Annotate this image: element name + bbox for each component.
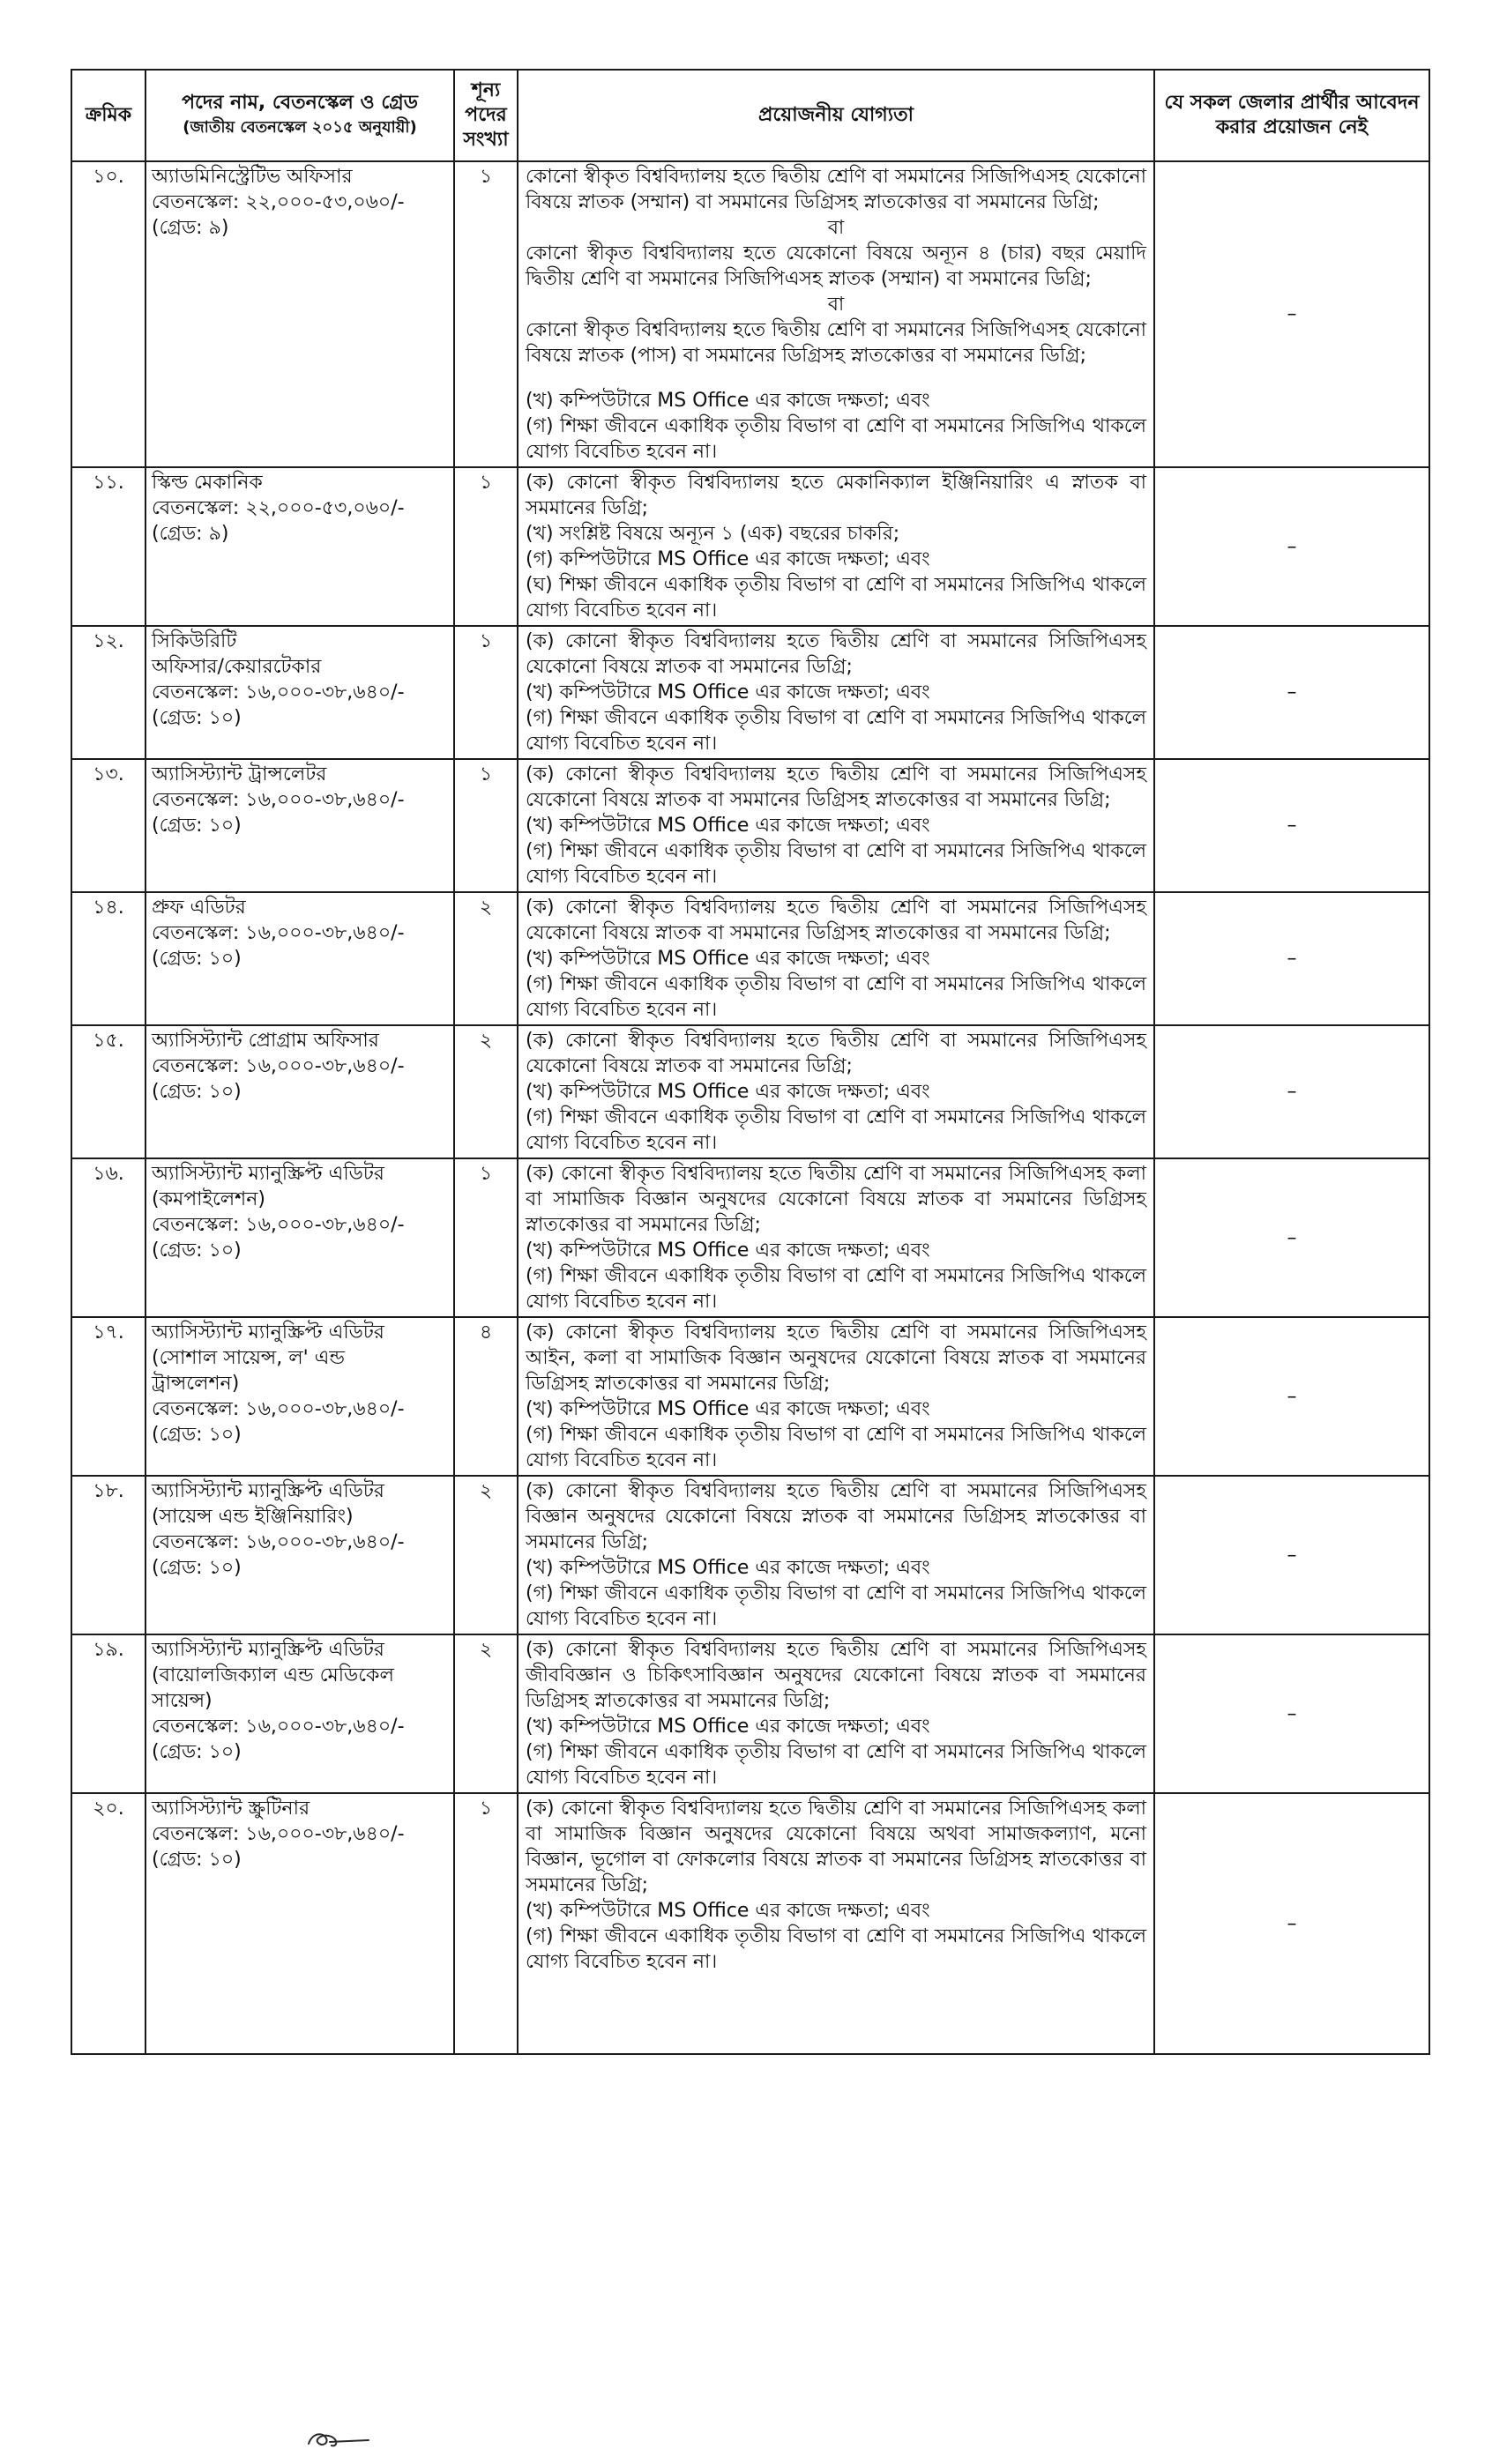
qualification-line: (গ) শিক্ষা জীবনে একাধিক তৃতীয় বিভাগ বা শ্রেণি বা সমমানের সিজিপিএ থাকলে যোগ্য বিবেচিত হবেন না। <box>526 415 1146 463</box>
qualification-line: (ক) কোনো স্বীকৃত বিশ্ববিদ্যালয় হতে দ্বিতীয় শ্রেণি বা সমমানের সিজিপিএসহ জীববিজ্ঞান ও চিকিৎসাবিজ্ঞান অনুষদের যেকোনো বিষয়ে স্নাতক বা সমমানের ডিগ্রিসহ স্নাতকোত্তর বা সমমানের ডিগ্রি; <box>526 1639 1146 1712</box>
qualification-line: (খ) কম্পিউটারে MS Office এর কাজে দক্ষতা; এবং <box>526 681 930 703</box>
qualification-cell <box>518 1634 1154 1793</box>
post-cell <box>145 626 454 759</box>
serial-cell: ১৭. <box>71 1317 145 1476</box>
vacancy-cell: ২ <box>454 892 518 1025</box>
post-line: (গ্রেড: ১০) <box>152 1239 242 1262</box>
vacancy-table <box>71 69 1430 2055</box>
district-cell: – <box>1154 1158 1429 1317</box>
post-line: অ্যাসিস্ট্যান্ট ম্যানুস্ক্রিপ্ট এডিটর <box>152 1321 384 1344</box>
post-line: (বায়োলজিক্যাল এন্ড মেডিকেল <box>152 1664 394 1686</box>
serial-cell: ১০. <box>71 161 145 467</box>
post-cell <box>145 1793 454 2054</box>
post-line: (গ্রেড: ১০) <box>152 815 242 837</box>
post-line: (গ্রেড: ১০) <box>152 948 242 970</box>
vacancy-cell: ২ <box>454 1025 518 1158</box>
table-row <box>71 1793 1429 2054</box>
post-line: অ্যাসিস্ট্যান্ট ম্যানুস্ক্রিপ্ট এডিটর <box>152 1639 384 1661</box>
district-cell: – <box>1154 1634 1429 1793</box>
qualification-line: (ক) কোনো স্বীকৃত বিশ্ববিদ্যালয় হতে দ্বিতীয় শ্রেণি বা সমমানের সিজিপিএসহ আইন, কলা বা সামাজিক বিজ্ঞান অনুষদের যেকোনো বিষয়ে স্নাতক বা সমমানের ডিগ্রিসহ স্নাতকোত্তর বা সমমানের ডিগ্রি; <box>526 1321 1146 1395</box>
district-cell: – <box>1154 1476 1429 1634</box>
post-line: বেতনস্কেল: ১৬,০০০-৩৮,৬৪০/- <box>152 1398 405 1420</box>
post-cell <box>145 467 454 626</box>
qualification-cell <box>518 1476 1154 1634</box>
qualification-line: (ক) কোনো স্বীকৃত বিশ্ববিদ্যালয় হতে দ্বিতীয় শ্রেণি বা সমমানের সিজিপিএসহ কলা বা সামাজিক বিজ্ঞান অনুষদের যেকোনো বিষয়ে স্নাতক বা সমমানের ডিগ্রিসহ স্নাতকোত্তর বা সমমানের ডিগ্রি; <box>526 1163 1146 1236</box>
table-row <box>71 1025 1429 1158</box>
qualification-cell <box>518 626 1154 759</box>
vacancy-cell: ১ <box>454 467 518 626</box>
post-line: (সোশাল সায়েন্স, ল' এন্ড <box>152 1347 345 1369</box>
post-line: অ্যাসিস্ট্যান্ট প্রোগ্রাম অফিসার <box>152 1030 379 1052</box>
qualification-cell <box>518 1158 1154 1317</box>
post-cell <box>145 1476 454 1634</box>
qualification-line: কোনো স্বীকৃত বিশ্ববিদ্যালয় হতে দ্বিতীয় শ্রেণি বা সমমানের সিজিপিএসহ যেকোনো বিষয়ে স্নাতক (পাস) বা সমমানের ডিগ্রিসহ স্নাতকোত্তর বা সমমানের ডিগ্রি; <box>526 319 1146 367</box>
post-line: বেতনস্কেল: ১৬,০০০-৩৮,৬৪০/- <box>152 789 405 811</box>
table-row <box>71 161 1429 467</box>
post-line: বেতনস্কেল: ২২,০০০-৫৩,০৬০/- <box>152 497 405 519</box>
qualification-line: (ক) কোনো স্বীকৃত বিশ্ববিদ্যালয় হতে দ্বিতীয় শ্রেণি বা সমমানের সিজিপিএসহ যেকোনো বিষয়ে স্নাতক বা সমমানের ডিগ্রিসহ স্নাতকোত্তর বা সমমানের ডিগ্রি; <box>526 763 1146 811</box>
serial-cell: ১৯. <box>71 1634 145 1793</box>
post-line: অ্যাসিস্ট্যান্ট ট্রান্সলেটর <box>152 763 327 785</box>
header-vacancy: শূন্য পদের সংখ্যা <box>454 70 518 161</box>
post-line: (গ্রেড: ৯) <box>152 523 229 545</box>
header-qualification: প্রয়োজনীয় যোগ্যতা <box>518 70 1154 161</box>
post-line: (কমপাইলেশন) <box>152 1188 265 1210</box>
post-line: অ্যাসিস্ট্যান্ট স্ক্রুটিনার <box>152 1798 310 1820</box>
qualification-line: (খ) কম্পিউটারে MS Office এর কাজে দক্ষতা; এবং <box>526 948 930 970</box>
spacer <box>526 368 1146 388</box>
post-line: অ্যাসিস্ট্যান্ট ম্যানুস্ক্রিপ্ট এডিটর <box>152 1163 384 1185</box>
vacancy-cell: ১ <box>454 759 518 892</box>
qualification-line: কোনো স্বীকৃত বিশ্ববিদ্যালয় হতে যেকোনো বিষয়ে অন্যূন ৪ (চার) বছর মেয়াদি দ্বিতীয় শ্রেণি বা সমমানের সিজিপিএসহ স্নাতক (সম্মান) বা সমমানের ডিগ্রি; <box>526 242 1146 290</box>
vacancy-cell: ১ <box>454 1793 518 2054</box>
qualification-line: (ক) কোনো স্বীকৃত বিশ্ববিদ্যালয় হতে মেকানিক্যাল ইঞ্জিনিয়ারিং এ স্নাতক বা সমমানের ডিগ্রি; <box>526 472 1146 519</box>
vacancy-cell: ১ <box>454 626 518 759</box>
post-line: অ্যাসিস্ট্যান্ট ম্যানুস্ক্রিপ্ট এডিটর <box>152 1480 384 1502</box>
table-row <box>71 759 1429 892</box>
table-row <box>71 467 1429 626</box>
post-line: অফিসার/কেয়ারটেকার <box>152 656 322 678</box>
serial-cell: ১২. <box>71 626 145 759</box>
post-cell <box>145 1317 454 1476</box>
qualification-line: (খ) কম্পিউটারে MS Office এর কাজে দক্ষতা; এবং <box>526 1239 930 1262</box>
qualification-line: (ক) কোনো স্বীকৃত বিশ্ববিদ্যালয় হতে দ্বিতীয় শ্রেণি বা সমমানের সিজিপিএসহ যেকোনো বিষয়ে স্নাতক বা সমমানের ডিগ্রি; <box>526 630 1146 678</box>
qualification-line: (খ) কম্পিউটারে MS Office এর কাজে দক্ষতা; এবং <box>526 815 930 837</box>
post-cell <box>145 161 454 467</box>
vacancy-cell: ১ <box>454 161 518 467</box>
table-header-row <box>71 70 1429 161</box>
post-cell <box>145 892 454 1025</box>
post-line: বেতনস্কেল: ১৬,০০০-৩৮,৬৪০/- <box>152 1716 405 1738</box>
post-line: অ্যাডমিনিস্ট্রেটিভ অফিসার <box>152 166 353 188</box>
qualification-line: (গ) শিক্ষা জীবনে একাধিক তৃতীয় বিভাগ বা শ্রেণি বা সমমানের সিজিপিএ থাকলে যোগ্য বিবেচিত হবেন না। <box>526 1106 1146 1154</box>
serial-cell: ১৮. <box>71 1476 145 1634</box>
post-line: বেতনস্কেল: ১৬,০০০-৩৮,৬৪০/- <box>152 1531 405 1553</box>
serial-cell: ২০. <box>71 1793 145 2054</box>
post-cell <box>145 1634 454 1793</box>
vacancy-cell: ৪ <box>454 1317 518 1476</box>
district-cell: – <box>1154 1317 1429 1476</box>
serial-cell: ১৩. <box>71 759 145 892</box>
qualification-line: (ক) কোনো স্বীকৃত বিশ্ববিদ্যালয় হতে দ্বিতীয় শ্রেণি বা সমমানের সিজিপিএসহ যেকোনো বিষয়ে স্নাতক বা সমমানের ডিগ্রি; <box>526 1030 1146 1077</box>
qualification-cell <box>518 1317 1154 1476</box>
qualification-line: (গ) কম্পিউটারে MS Office এর কাজে দক্ষতা; এবং <box>526 548 930 570</box>
initial-signature <box>303 2424 374 2456</box>
district-cell: – <box>1154 892 1429 1025</box>
post-line: সিকিউরিটি <box>152 630 237 652</box>
qualification-line: (ক) কোনো স্বীকৃত বিশ্ববিদ্যালয় হতে দ্বিতীয় শ্রেণি বা সমমানের সিজিপিএসহ বিজ্ঞান অনুষদের যেকোনো বিষয়ে স্নাতক বা সমমানের ডিগ্রিসহ স্নাতকোত্তর বা সমমানের ডিগ্রি; <box>526 1480 1146 1553</box>
qualification-cell <box>518 892 1154 1025</box>
qualification-cell <box>518 759 1154 892</box>
or-separator: বা <box>827 294 845 316</box>
header-serial: ক্রমিক <box>71 70 145 161</box>
qualification-line: (খ) সংশ্লিষ্ট বিষয়ে অন্যূন ১ (এক) বছরের চাকরি; <box>526 523 900 545</box>
qualification-line: (খ) কম্পিউটারে MS Office এর কাজে দক্ষতা; এবং <box>526 1900 930 1922</box>
header-post-subtitle: (জাতীয় বেতনস্কেল ২০১৫ অনুযায়ী) <box>183 118 417 137</box>
qualification-line: (গ) শিক্ষা জীবনে একাধিক তৃতীয় বিভাগ বা শ্রেণি বা সমমানের সিজিপিএ থাকলে যোগ্য বিবেচিত হবেন না। <box>526 1741 1146 1789</box>
post-line: সায়েন্স) <box>152 1690 213 1712</box>
qualification-cell <box>518 161 1154 467</box>
qualification-cell <box>518 1025 1154 1158</box>
district-cell: – <box>1154 1793 1429 2054</box>
district-cell: – <box>1154 467 1429 626</box>
vacancy-cell: ২ <box>454 1476 518 1634</box>
district-cell: – <box>1154 1025 1429 1158</box>
post-cell <box>145 1158 454 1317</box>
qualification-line: (ক) কোনো স্বীকৃত বিশ্ববিদ্যালয় হতে দ্বিতীয় শ্রেণি বা সমমানের সিজিপিএসহ কলা বা সামাজিক বিজ্ঞান অনুষদের যেকোনো বিষয়ে অথবা সামাজকল্যাণ, মনো বিজ্ঞান, ভূগোল বা ফোকলোর বিষয়ে স্নাতক বা সমমানের ডিগ্রিসহ স্নাতকোত্তর বা সমমানের ডিগ্রি; <box>526 1798 1146 1896</box>
post-line: বেতনস্কেল: ২২,০০০-৫৩,০৬০/- <box>152 191 405 213</box>
vacancy-cell: ১ <box>454 1158 518 1317</box>
table-row <box>71 1317 1429 1476</box>
post-line: (সায়েন্স এন্ড ইঞ্জিনিয়ারিং) <box>152 1506 354 1528</box>
post-cell <box>145 759 454 892</box>
qualification-line: (গ) শিক্ষা জীবনে একাধিক তৃতীয় বিভাগ বা শ্রেণি বা সমমানের সিজিপিএ থাকলে যোগ্য বিবেচিত হবেন না। <box>526 840 1146 888</box>
qualification-line: (খ) কম্পিউটারে MS Office এর কাজে দক্ষতা; এবং <box>526 1716 930 1738</box>
post-line: (গ্রেড: ১০) <box>152 707 242 729</box>
post-line: বেতনস্কেল: ১৬,০০০-৩৮,৬৪০/- <box>152 681 405 703</box>
qualification-line: (গ) শিক্ষা জীবনে একাধিক তৃতীয় বিভাগ বা শ্রেণি বা সমমানের সিজিপিএ থাকলে যোগ্য বিবেচিত হবেন না। <box>526 707 1146 755</box>
serial-cell: ১৪. <box>71 892 145 1025</box>
table-row <box>71 1158 1429 1317</box>
qualification-line: কোনো স্বীকৃত বিশ্ববিদ্যালয় হতে দ্বিতীয় শ্রেণি বা সমমানের সিজিপিএসহ যেকোনো বিষয়ে স্নাতক (সম্মান) বা সমমানের ডিগ্রিসহ স্নাতকোত্তর বা সমমানের ডিগ্রি; <box>526 166 1146 213</box>
post-line: (গ্রেড: ১০) <box>152 1557 242 1579</box>
qualification-cell <box>518 1793 1154 2054</box>
serial-cell: ১৬. <box>71 1158 145 1317</box>
serial-cell: ১৫. <box>71 1025 145 1158</box>
post-line: বেতনস্কেল: ১৬,০০০-৩৮,৬৪০/- <box>152 922 405 944</box>
header-districts: যে সকল জেলার প্রার্থীর আবেদন করার প্রয়োজন নেই <box>1154 70 1429 161</box>
qualification-line: (খ) কম্পিউটারে MS Office এর কাজে দক্ষতা; এবং <box>526 1398 930 1420</box>
table-row <box>71 626 1429 759</box>
post-line: প্রুফ এডিটর <box>152 897 246 919</box>
post-line: (গ্রেড: ১০) <box>152 1424 242 1446</box>
qualification-line: (ঘ) শিক্ষা জীবনে একাধিক তৃতীয় বিভাগ বা শ্রেণি বা সমমানের সিজিপিএ থাকলে যোগ্য বিবেচিত হবেন না। <box>526 574 1146 622</box>
qualification-line: (খ) কম্পিউটারে MS Office এর কাজে দক্ষতা; এবং <box>526 1557 930 1579</box>
qualification-line: (গ) শিক্ষা জীবনে একাধিক তৃতীয় বিভাগ বা শ্রেণি বা সমমানের সিজিপিএ থাকলে যোগ্য বিবেচিত হবেন না। <box>526 1265 1146 1313</box>
district-cell: – <box>1154 759 1429 892</box>
post-line: (গ্রেড: ১০) <box>152 1849 242 1871</box>
or-separator: বা <box>827 217 845 239</box>
header-post-title: পদের নাম, বেতনস্কেল ও গ্রেড <box>182 92 418 114</box>
post-line: বেতনস্কেল: ১৬,০০০-৩৮,৬৪০/- <box>152 1055 405 1077</box>
qualification-cell <box>518 467 1154 626</box>
post-line: (গ্রেড: ১০) <box>152 1081 242 1103</box>
qualification-line: (খ) কম্পিউটারে MS Office এর কাজে দক্ষতা; এবং <box>526 390 930 412</box>
post-line: ট্রান্সলেশন) <box>152 1373 240 1395</box>
table-row <box>71 892 1429 1025</box>
qualification-line: (ক) কোনো স্বীকৃত বিশ্ববিদ্যালয় হতে দ্বিতীয় শ্রেণি বা সমমানের সিজিপিএসহ যেকোনো বিষয়ে স্নাতক বা সমমানের ডিগ্রিসহ স্নাতকোত্তর বা সমমানের ডিগ্রি; <box>526 897 1146 944</box>
serial-cell: ১১. <box>71 467 145 626</box>
qualification-line: (খ) কম্পিউটারে MS Office এর কাজে দক্ষতা; এবং <box>526 1081 930 1103</box>
post-line: স্কিল্ড মেকানিক <box>152 472 263 494</box>
post-line: (গ্রেড: ১০) <box>152 1741 242 1763</box>
qualification-line: (গ) শিক্ষা জীবনে একাধিক তৃতীয় বিভাগ বা শ্রেণি বা সমমানের সিজিপিএ থাকলে যোগ্য বিবেচিত হবেন না। <box>526 1424 1146 1471</box>
post-line: বেতনস্কেল: ১৬,০০০-৩৮,৬৪০/- <box>152 1214 405 1236</box>
qualification-line: (গ) শিক্ষা জীবনে একাধিক তৃতীয় বিভাগ বা শ্রেণি বা সমমানের সিজিপিএ থাকলে যোগ্য বিবেচিত হবেন না। <box>526 1582 1146 1630</box>
post-cell <box>145 1025 454 1158</box>
header-post <box>145 70 454 161</box>
table-row <box>71 1634 1429 1793</box>
table-row <box>71 1476 1429 1634</box>
district-cell: – <box>1154 626 1429 759</box>
vacancy-cell: ২ <box>454 1634 518 1793</box>
document-sheet <box>71 69 1429 2055</box>
post-line: (গ্রেড: ৯) <box>152 217 229 239</box>
district-cell: – <box>1154 161 1429 467</box>
qualification-line: (গ) শিক্ষা জীবনে একাধিক তৃতীয় বিভাগ বা শ্রেণি বা সমমানের সিজিপিএ থাকলে যোগ্য বিবেচিত হবেন না। <box>526 973 1146 1021</box>
post-line: বেতনস্কেল: ১৬,০০০-৩৮,৬৪০/- <box>152 1823 405 1845</box>
qualification-line: (গ) শিক্ষা জীবনে একাধিক তৃতীয় বিভাগ বা শ্রেণি বা সমমানের সিজিপিএ থাকলে যোগ্য বিবেচিত হবেন না। <box>526 1925 1146 1973</box>
